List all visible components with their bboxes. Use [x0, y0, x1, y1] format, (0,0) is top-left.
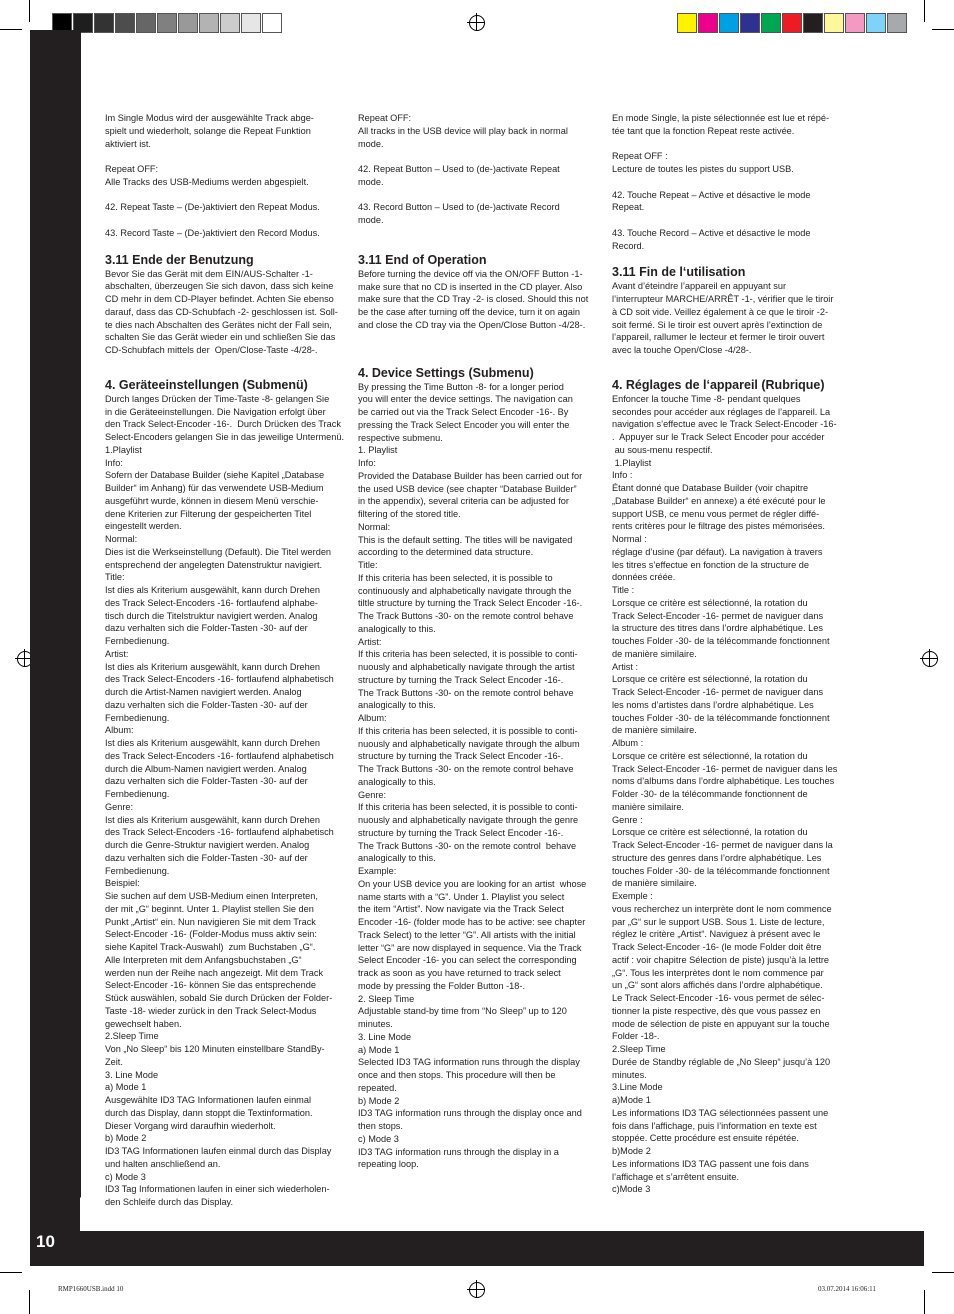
color-swatch — [803, 13, 823, 33]
registration-mark-icon — [922, 651, 938, 667]
slug-date: 03.07.2014 16:06:11 — [818, 1285, 876, 1293]
color-swatch — [698, 13, 718, 33]
en-heading-device-settings: 4. Device Settings (Submenu) — [358, 365, 534, 380]
page-sidebar-bar — [30, 30, 81, 1235]
column-french — [612, 112, 857, 1196]
color-swatch — [136, 13, 156, 33]
de-repeat-text: Im Single Modus wird der ausgewählte Track abge- spielt und wiederholt, solange die Repeat Funktion aktiviert ist. Repeat OFF: Alle Tracks des USB-Mediums werden abgespielt. 42. Repeat Taste – (De-)aktiviert den Repeat Modus. 43. Record Taste – (De-)aktiviert den Record Modus. — [105, 113, 320, 238]
color-swatch — [866, 13, 886, 33]
crop-mark — [932, 1272, 954, 1273]
crop-mark — [29, 1290, 30, 1314]
column-english — [358, 112, 602, 1171]
en-heading-end-of-operation: 3.11 End of Operation — [358, 252, 487, 267]
en-device-settings-text: By pressing the Time Button -8- for a longer period you will enter the device settings. The navigation can be carried out via the Track Select Encoder -16-. By pressing the Track Select Encoder you will enter the respective submenu. 1. Playlist Info: Provided the Database Builder has been carried out for the used USB device (see chapter “Database Builder” in the appendix), several criteria can be adjusted for filtering of the stored title. Normal: This is the default setting. The titles will be navigated according to the determined data structure. Title: If this criteria has been selected, it is possible to continuously and alphabetically navigate through the tiltle structure by turning the Track Select Encoder -16-. The Track Buttons -30- on the remote control behave analogically to this. Artist: If this criteria has been selected, it is possible to conti- nuously and alphabetically navigate through the artist structure by turning the Track Select Encoder -16-. The Track Buttons -30- on the remote control behave analogically to this. Album: If this criteria has been selected, it is possible to conti- nuously and alphabetically navigate through the album structure by turning the Track Select Encoder -16-. The Track Buttons -30- on the remote control behave analogically to this. Genre: If this criteria has been selected, it is possible to conti- nuously and alphabetically navigate through the genre structure by turning the Track Select Encoder -16-. The Track Buttons -30- on the remote control behave analogically to this. Example: On your USB device you are looking for an artist whose name starts with a “G”. Under 1. Playlist you select the item “Artist”. Now navigate via the Track Select Encoder -16- (folder mode has to be active: see chapter Track Select) to the letter “G”. All artists with the initial letter “G” are now displayed in sequence. Via the Track Select Encoder -16- you can select the corresponding track as soon as you have returned to track select mode by pressing the Folder Button -18-. 2. Sleep Time Adjustable stand-by time from “No Sleep” up to 120 minutes. 3. Line Mode a) Mode 1 Selected ID3 TAG information runs through the display once and then stops. This procedure will then be repeated. b) Mode 2 ID3 TAG information runs through the display once and then stops. c) Mode 3 ID3 TAG information runs through the display in a repeating loop. — [358, 381, 587, 1170]
color-swatch — [887, 13, 907, 33]
crop-mark — [0, 1272, 22, 1273]
column-german — [105, 112, 345, 1209]
color-swatch — [178, 13, 198, 33]
fr-end-of-use-text: Avant d’éteindre l’appareil en appuyant sur l’interrupteur MARCHE/ARRÊT -1-, vérifier que le tiroir à CD soit vide. Veillez également à ce que le tiroir -2- soit fermé. Si le tiroir est ouvert après l’extinction de l’appareil, rallumer le lecteur et fermer le tiroir ouvert avec la touche Open/Close -4/28-. — [612, 281, 834, 355]
crop-mark — [924, 1290, 925, 1314]
page-footer-bar — [30, 1231, 924, 1266]
color-swatch — [719, 13, 739, 33]
color-swatch — [220, 13, 240, 33]
color-swatch — [157, 13, 177, 33]
page-number: 10 — [36, 1232, 55, 1251]
de-heading-end-of-use: 3.11 Ende der Benutzung — [105, 252, 254, 267]
en-end-of-operation-text: Before turning the device off via the ON/OFF Button -1- make sure that no CD is inserted in the CD player. Also make sure that the CD Tray -2- is closed. Should this not be the case after turning off the device, turn it on again and close the CD tray via the Open/Close Button -4/28-. — [358, 268, 589, 330]
crop-mark — [924, 0, 925, 22]
color-swatch — [761, 13, 781, 33]
color-swatch — [677, 13, 697, 33]
registration-mark-icon — [469, 15, 485, 31]
color-swatch — [845, 13, 865, 33]
crop-mark — [932, 29, 954, 30]
grayscale-color-bar — [52, 13, 283, 33]
color-swatch — [115, 13, 135, 33]
de-heading-device-settings: 4. Geräteeinstellungen (Submenü) — [105, 377, 308, 392]
fr-device-settings-text: Enfoncer la touche Time -8- pendant quelques secondes pour accéder aux réglages de l’appareil. La navigation s’effectue avec le Track Select-Encoder -16- . Appuyer sur le Track Select Encoder pour accéder au sous-menu respectif. 1.Playlist Info : Étant donné que Database Builder (voir chapitre „Database Builder“ en annexe) a été exécuté pour le support USB, ce menu vous permet de régler diffé- rents critères pour le filtrage des pistes mémorisées. Normal : réglage d’usine (par défaut). La navigation à travers les titres s’effectue en fonction de la structure de données créée. Title : Lorsque ce critère est sélectionné, la rotation du Track Select-Encoder -16- permet de naviguer dans la structure des titres dans l’ordre alphabétique. Les touches Folder -30- de la télécommande fonctionnent de manière similaire. Artist : Lorsque ce critère est sélectionné, la rotation du Track Select-Encoder -16- permet de naviguer dans les noms d’artistes dans l’ordre alphabétique. Les touches Folder -30- de la télécommande fonctionnent de manière similaire. Album : Lorsque ce critère est sélectionné, la rotation du Track Select-Encoder -16- permet de naviguer dans les noms d’albums dans l’ordre alphabétique. Les touches Folder -30- de la télécommande fonctionnent de manière similaire. Genre : Lorsque ce critère est sélectionné, la rotation du Track Select-Encoder -16- permet de naviguer dans la structure des genres dans l’ordre alphabétique. Les touches Folder -30- de la télécommande fonctionnent de manière similaire. Exemple : vous recherchez un interprète dont le nom commence par „G“ sur le support USB. Sous 1. Liste de lecture, réglez le critère „Artist“. Naviguez à présent avec le Track Select-Encoder -16- (le mode Folder doit être actif : voir chapitre Sélection de piste) jusqu’à la lettre „G“. Tous les interprètes dont le nom commence par un „G“ sont alors affichés dans l’ordre alphabétique. Le Track Select-Encoder -16- vous permet de sélec- tionner la piste respective, dès que vous passez en mode de sélection de piste en appuyant sur la touche Folder -18-. 2.Sleep Time Durée de Standby réglable de „No Sleep“ jusqu’à 120 minutes. 3.Line Mode a)Mode 1 Les informations ID3 TAG sélectionnées passent une fois dans l’affichage, puis l’information en texte est stoppée. Cette procédure est ensuite répétée. b)Mode 2 Les informations ID3 TAG passent une fois dans l’affichage et s’arrêtent ensuite. c)Mode 3 — [612, 393, 838, 1195]
slug-file: RMP1660USB.indd 10 — [58, 1285, 124, 1293]
color-swatch — [782, 13, 802, 33]
crop-mark — [29, 0, 30, 22]
process-color-bar — [677, 13, 908, 33]
registration-mark-icon — [469, 1282, 485, 1298]
color-swatch — [824, 13, 844, 33]
color-swatch — [94, 13, 114, 33]
fr-heading-end-of-use: 3.11 Fin de l‘utilisation — [612, 265, 746, 280]
de-end-of-use-text: Bevor Sie das Gerät mit dem EIN/AUS-Schalter -1- abschalten, überzeugen Sie sich davon, dass sich keine CD mehr in dem CD-Player befindet. Achten Sie ebenso darauf, dass das CD-Schubfach -2- geschlossen ist. Soll- te dies nach Abschalten des Gerätes nicht der Fall sein, schalten Sie das Gerät wieder ein und schließen Sie das CD-Schubfach mittels der Open/Close-Taste -4/28-. — [105, 268, 338, 355]
color-swatch — [241, 13, 261, 33]
color-swatch — [199, 13, 219, 33]
en-repeat-text: Repeat OFF: All tracks in the USB device will play back in normal mode. 42. Repeat Button – Used to (de-)activate Repeat mode. 43. Record Button – Used to (de-)activate Record mode. — [358, 113, 568, 225]
de-device-settings-text: Durch langes Drücken der Time-Taste -8- gelangen Sie in die Geräteeinstellungen. Die Navigation erfolgt über den Track Select-Encoder -16-. Durch Drücken des Track Select-Encoders gelangen Sie in das jeweilige Untermenü. 1.Playlist Info: Sofern der Database Builder (siehe Kapitel „Database Builder“ im Anhang) für das verwendete USB-Medium ausgeführt wurde, können in diesem Menü verschie- dene Kriterien zur Filterung der gespeicherten Titel eingestellt werden. Normal: Dies ist die Werkseinstellung (Default). Die Titel werden entsprechend der angelegten Datenstruktur navigiert. Title: Ist dies als Kriterium ausgewählt, kann durch Drehen des Track Select-Encoders -16- fortlaufend alphabe- tisch durch die Titelstruktur navigiert werden. Analog dazu verhalten sich die Folder-Tasten -30- auf der Fernbedienung. Artist: Ist dies als Kriterium ausgewählt, kann durch Drehen des Track Select-Encoders -16- fortlaufend alphabetisch durch die Artist-Namen navigiert werden. Analog dazu verhalten sich die Folder-Tasten -30- auf der Fernbedienung. Album: Ist dies als Kriterium ausgewählt, kann durch Drehen des Track Select-Encoders -16- fortlaufend alphabetisch durch die Album-Namen navigiert werden. Analog dazu verhalten sich die Folder-Tasten -30- auf der Fernbedienung. Genre: Ist dies als Kriterium ausgewählt, kann durch Drehen des Track Select-Encoders -16- fortlaufend alphabetisch durch die Genre-Struktur navigiert werden. Analog dazu verhalten sich die Folder-Tasten -30- auf der Fernbedienung. Beispiel: Sie suchen auf dem USB-Medium einen Interpreten, der mit „G“ beginnt. Unter 1. Playlist stellen Sie den Punkt „Artist“ ein. Nun navigieren Sie mit dem Track Select-Encoder -16- (Folder-Modus muss aktiv sein: siehe Kapitel Track-Auswahl) zum Buchstaben „G“. Alle Interpreten mit dem Anfangsbuchstaben „G“ werden nun der Reihe nach angezeigt. Mit dem Track Select-Encoder -16- können Sie das entsprechende Stück auswählen, sobald Sie durch Drücken der Folder- Taste -18- wieder zurück in den Track Select-Modus gewechselt haben. 2.Sleep Time Von „No Sleep“ bis 120 Minuten einstellbare StandBy- Zeit. 3. Line Mode a) Mode 1 Ausgewählte ID3 TAG Informationen laufen einmal durch das Display, dann stoppt die Textinformation. Dieser Vorgang wird daraufhin wiederholt. b) Mode 2 ID3 TAG Informationen laufen einmal durch das Display und halten anschließend an. c) Mode 3 ID3 Tag Informationen laufen in einer sich wiederholen- den Schleife durch das Display. — [105, 393, 345, 1207]
fr-heading-device-settings: 4. Réglages de l‘appareil (Rubrique) — [612, 377, 825, 392]
color-swatch — [740, 13, 760, 33]
fr-repeat-text: En mode Single, la piste sélectionnée est lue et répé- tée tant que la fonction Repeat reste activée. Repeat OFF : Lecture de toutes les pistes du support USB. 42. Touche Repeat – Active et désactive le mode Repeat. 43. Touche Record – Active et désactive le mode Record. — [612, 113, 830, 251]
color-swatch — [262, 13, 282, 33]
crop-mark — [0, 29, 22, 30]
